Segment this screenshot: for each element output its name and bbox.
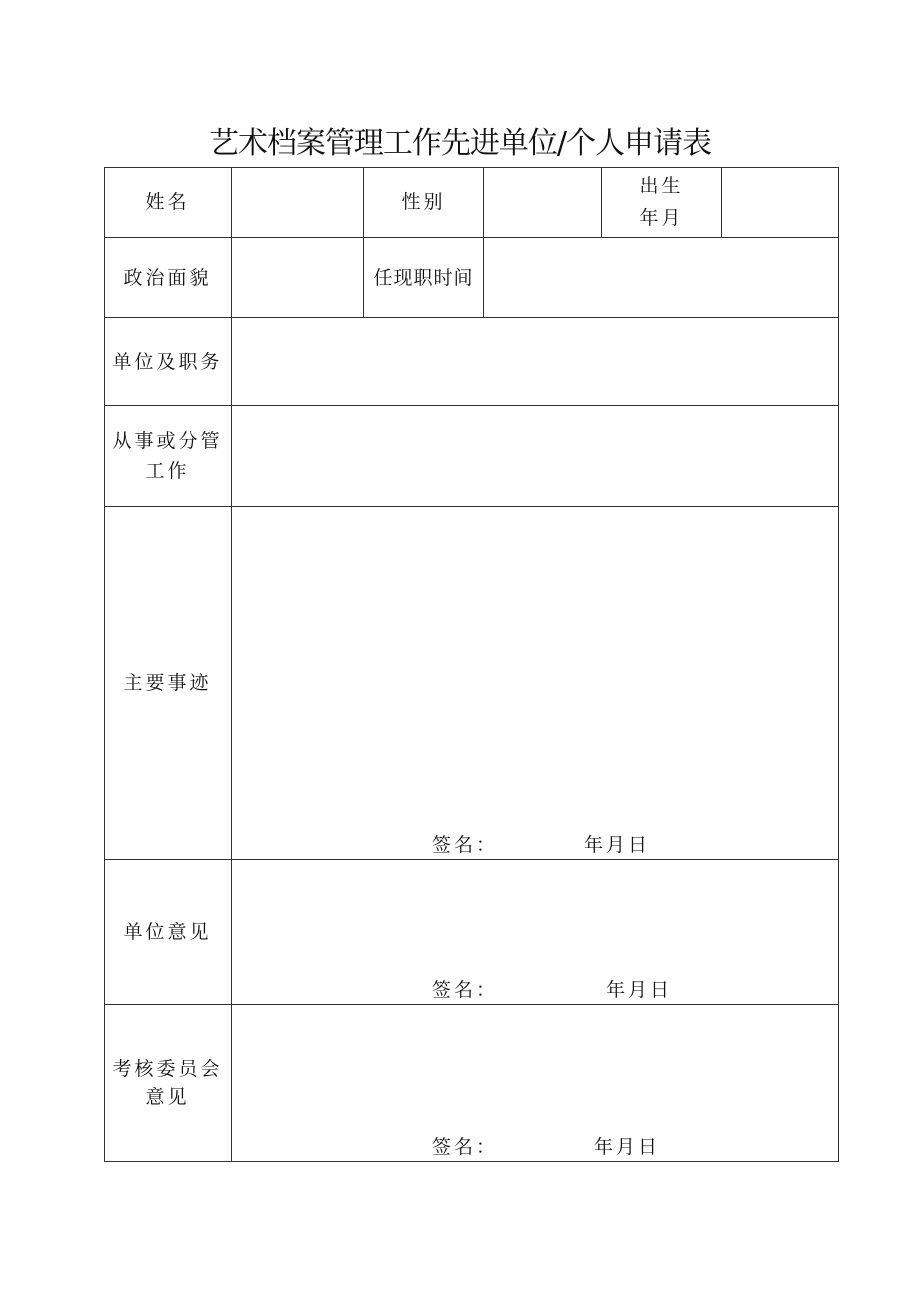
unit-opinion-label: 单位意见 [123,921,212,943]
work-scope-field[interactable] [232,406,838,506]
unit-opinion-signature-label: 签名： [432,979,499,1001]
name-field[interactable] [232,168,363,237]
committee-opinion-field[interactable] [232,1005,838,1161]
name-label: 姓名 [145,191,190,213]
committee-opinion-label: 考核委员会 意见 [112,1058,223,1108]
tenure-field[interactable] [484,238,838,317]
political-status-label: 政治面貌 [123,266,212,289]
gender-field[interactable] [484,168,601,237]
unit-opinion-date-label: 年月日 [606,979,673,1001]
main-deeds-field[interactable] [232,507,838,859]
deeds-signature-label: 签名： [432,834,499,856]
unit-position-label: 单位及职务 [112,350,223,373]
political-status-field[interactable] [232,238,363,317]
unit-opinion-field[interactable] [232,860,838,1004]
page-title: 艺术档案管理工作先进单位/个人申请表 [208,126,712,161]
application-form [104,167,839,1162]
birth-date-field[interactable] [722,168,838,237]
deeds-date-label: 年月日 [584,834,651,856]
birth-date-label: 出生 年月 [639,175,684,229]
gender-label: 性别 [401,191,446,213]
work-scope-label: 从事或分管 工作 [112,430,223,482]
tenure-label: 任现职时间 [373,266,474,289]
unit-position-field[interactable] [232,318,838,405]
main-deeds-label: 主要事迹 [123,672,212,694]
committee-date-label: 年月日 [594,1136,661,1158]
committee-signature-label: 签名： [432,1136,499,1158]
